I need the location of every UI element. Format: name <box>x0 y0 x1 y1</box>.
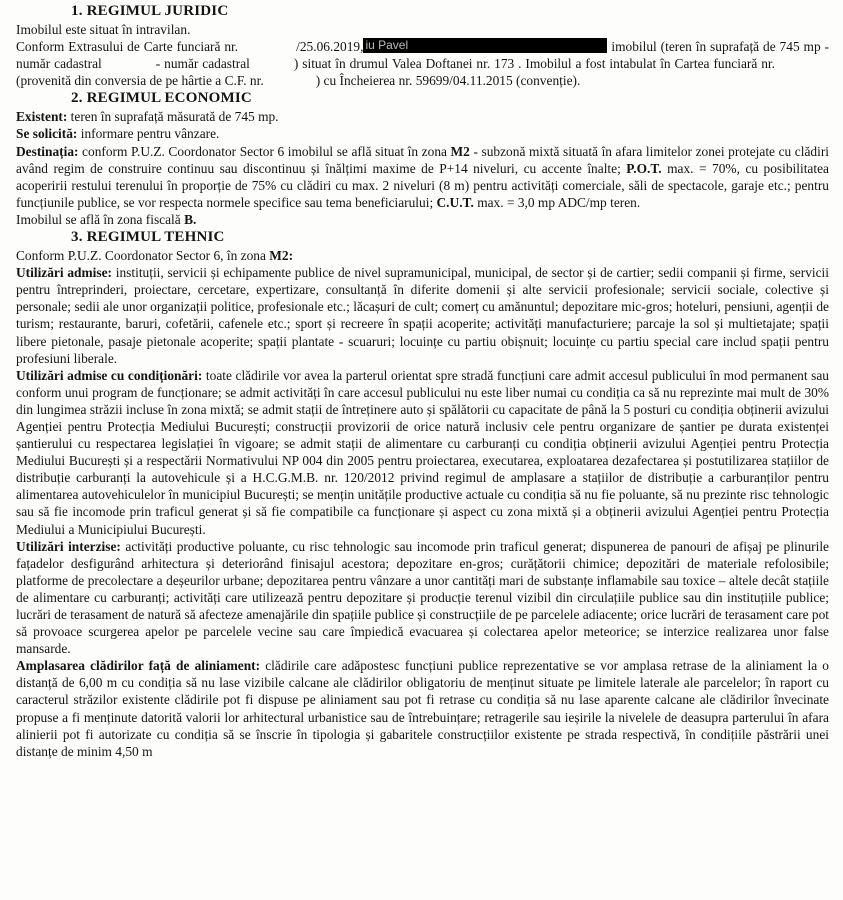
section-title-economic: 2. REGIMUL ECONOMIC <box>71 90 252 107</box>
amplasare-aliniament-paragraph: Amplasarea clădirilor față de aliniament: clădirile care adăpostesc funcțiuni publice reprezentative se vor amplasa retrase de la aliniament la o distanță de 6,00 m cu condiția să nu lase vizibile calcane ale clădirilor obligatoriu de menținut situate pe limitele laterale ale parcelelor; în raport cu caracterul străzilor existente clădirile pot fi dispuse pe aliniament sau pot fi retrase cu condiția să nu lase aparente calcane ale clădirilor învecinate propuse a fi menținute datorită valorii lor arhitectural urbanistice sau de întrebuințare; retragerile sau ieșirile la nivelele de deasupra parterului în afara alinierii pot fi autorizate cu condiția să se înscrie în tipologia și gabaritele construcțiilor existente pe strada respectivă, în condițiile păstrării unei distanțe de minim 4,50 m <box>16 658 829 759</box>
redacted-owner: iu Pavel <box>363 38 607 53</box>
utilizari-conditionari-paragraph: Utilizări admise cu condiționări: toate clădirile vor avea la parterul orientat spre stradă funcțiuni care admit accesul publicului în mod permanent sau conform unui program de funcționare; se admit activități în care accesul publicului nu este liber numai cu condiția ca să nu reprezinte mai mult de 30% din lungimea străzii incluse în zona mixtă; se admit stații de întreținere auto și spălătorii cu capacitate de până la 5 posturi cu condiția obținerii avizului Agenției pentru Protecția Mediului București; construcții provizorii de orice natură inclusiv cele pentru organizare de șantier pe durata existenței șantierului cu respectarea legislației în vigoare; se admit stații de alimentare cu carburanți cu condiția obținerii avizului Agenției pentru Protecția Mediului București și a respectării Normativului NP 004 din 2005 pentru proiectarea, executarea, exploatarea dezafectarea și postutilizarea stațiilor de distribuție carburanți la autovehicule și a H.C.G.M.B. nr. 120/2012 privind regimul de amplasare a stațiilor de distribuție a carburanților pentru alimentarea autovehiculelor în municipiul București; se mențin unitățile productive actuale cu condiția să nu fie poluante, să nu prezinte risc tehnologic sau să fie incomode prin traficul generat și să fie compatibile ca funcționare și aspect cu zona mixtă și a obținerii avizului Agenției pentru Protecția Mediului a Municipiului București. <box>16 367 830 537</box>
existent-line: Existent: teren în suprafață măsurată de 745 mp. <box>16 109 279 125</box>
utilizari-interzise-paragraph: Utilizări interzise: activități productive poluante, cu risc tehnologic sau incomode prin traficul generat; dispunerea de panouri de afișaj pe plinurile fațadelor desfigurând arhitectura și deteriorând finisajul acestora; depozitare en-gros; curățătorii chimice; depozitări de materiale refolosibile; platforme de precolectare a deșeurilor urbane; depozitarea pentru vânzare a unor cantități mari de substanțe inflamabile sau toxice – altele decât stațiile de alimentare cu carburanți; activități care utilizează pentru depozitare și producție terenul vizibil din circulațiile publice sau din instituțiile publice; lucrări de terasament de natură să afecteze amenajările din spațiile publice și construcțiile de pe parcelele adiacente; orice lucrări de terasament care pot să provoace scurgerea apelor pe parcelele vecine sau care împiedică evacuarea și colectarea apelor meteorice; se interzice realizarea unor false mansarde. <box>16 538 829 657</box>
destinatia-paragraph: Destinația: conform P.U.Z. Coordonator Sector 6 imobilul se află situat în zona M2 - subzonă mixtă situată în afara limitelor zonei protejate cu clădiri având regim de construire continuu sau discontinuu și înălțimi maxime de P+14 niveluri, cu accente înalte; P.O.T. max. = 70%, cu posibilitatea acoperirii restului terenului în proporție de 75% cu clădiri cu max. 2 niveluri (8 m) pentru activități comerciale, săli de spectacole, garaje etc.; pentru funcțiunile publice, se vor respecta normele specifice sau tema beneficiarului; C.U.T. max. = 3,0 mp ADC/mp teren. <box>16 143 829 210</box>
solicita-line: Se solicită: informare pentru vânzare. <box>16 126 220 142</box>
fiscal-zone-line: Imobilul se află în zona fiscală B. <box>16 211 197 227</box>
section-title-juridic: 1. REGIMUL JURIDIC <box>71 3 229 19</box>
juridic-paragraph: Conform Extrasului de Carte funciară nr. /25.06.2019, iu Pavel imobilul (teren în suprafață de 745 mp - număr cadastral - număr cadastral ) situat în drumul Valea Doftanei nr. 173 . Imobilul a fost intabulat în Cartea funciară nr.(provenită din conversia de pe hârtie a C.F. nr. ) cu Încheierea nr. 59699/04.11.2015 (convenție). <box>16 38 829 89</box>
section-title-tehnic: 3. REGIMUL TEHNIC <box>71 229 225 246</box>
tehnic-intro-line: Conform P.U.Z. Coordonator Sector 6, în zona M2: <box>16 248 294 264</box>
section-regimul-tehnic <box>16 228 829 760</box>
section-regimul-economic <box>16 89 829 228</box>
intravilan-line: Imobilul este situat în intravilan. <box>16 22 191 37</box>
utilizari-admise-paragraph: Utilizări admise: instituții, servicii și echipamente publice de nivel supramunicipal, municipal, de sector și de cartier; sedii companii și firme, servicii pentru întreprinderi, proiectare, cercetare, expertizare, consultanță în diferite domenii și alte servicii profesionale; servicii sociale, colective și personale; sedii ale unor organizații politice, profesionale etc.; lăcașuri de cult; comerț cu amănuntul; depozitare mic-gros; hoteluri, pensiuni, agenții de turism; restaurante, baruri, cofetării, cafenele etc.; sport și recreere în spații acoperite; activități manufacturiere; parcaje la sol și multietajate; spații libere pietonale, pasaje pietonale acoperite; spații plantate - scuaruri; locuințe cu partiu obișnuit; locuințe cu partiu special care includ spații pentru profesiuni liberale. <box>16 265 829 366</box>
section-regimul-juridic <box>16 2 829 89</box>
